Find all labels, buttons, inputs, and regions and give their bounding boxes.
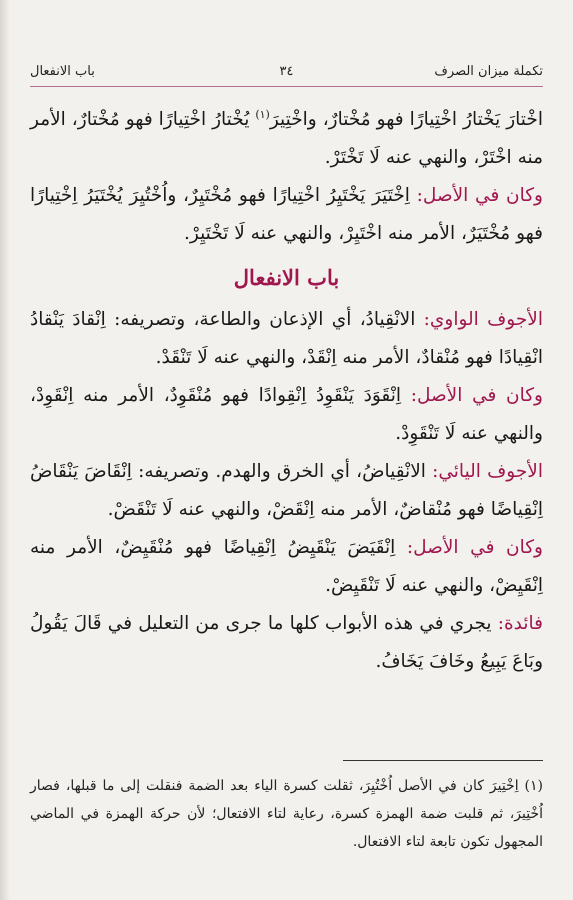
footnote-divider — [343, 760, 543, 761]
header-divider — [30, 86, 543, 87]
footnote — [30, 772, 543, 856]
footnote-text: (١) اِخْتِيرَ كان في الأصل اُخْتُيِرَ، ثقلت كسرة الياء بعد الضمة فنقلت إلى ما قبلها، فصار اُخْتِيرَ، ثم قلبت ضمة الهمزة كسرة، رعاية لتاء الافتعال؛ لأن حركة الهمزة في الماضي المجهول تكون تابعة لتاء الافتعال. — [30, 778, 543, 850]
section-text: اِنْقَوَدَ يَنْقَوِدُ اِنْقِوادًا فهو مُنْقَوِدٌ، الأمر منه اِنْقَوِدْ، والنهي عنه لَا تَنْقَوِدْ. — [30, 385, 543, 445]
note-label: فائدة: — [497, 613, 543, 635]
section-label: الأجوف الواوي: — [423, 309, 543, 331]
section-text: الانْقِياضُ، أي الخرق والهدم. وتصريفه: اِنْقَاضَ يَنْقَاضُ اِنْقِياضًا فهو مُنْقاضٌ، الأمر منه اِنْقَضْ، والنهي عنه لَا تَنْقَضْ. — [30, 461, 543, 521]
intro-line-1b: يُخْتارُ اخْتِيارًا فهو مُخْتارٌ، — [71, 109, 250, 131]
intro-line-1: اخْتارَ يَخْتارُ اخْتِيارًا فهو مُخْتارٌ، واخْتِيرَ — [269, 109, 543, 131]
section-label: وكان في الأصل: — [410, 385, 543, 407]
section-text: اِنْقَيَضَ يَنْقَيِضُ اِنْقِياضًا فهو مُنْقَيِضٌ، الأمر منه اِنْقَيِضْ، والنهي عنه لَا تَنْقَيِضْ. — [30, 537, 543, 597]
header-book-title: تكملة ميزان الصرف — [434, 64, 543, 79]
section-paragraph — [30, 529, 543, 605]
chapter-title: باب الانفعال — [233, 265, 340, 291]
section-label: وكان في الأصل: — [406, 537, 543, 559]
page-gutter-shadow — [0, 0, 10, 900]
section-label: الأجوف اليائي: — [432, 461, 543, 483]
note-paragraph — [30, 605, 543, 681]
original-label: وكان في الأصل: — [416, 185, 543, 207]
page-number: ٣٤ — [279, 64, 294, 79]
section-paragraph — [30, 377, 543, 453]
intro-paragraph — [30, 96, 543, 177]
running-header — [30, 64, 543, 84]
note-text: يجري في هذه الأبواب كلها ما جرى من التعليل في قَالَ يَقُولُ وبَاعَ يَبِيعُ وخَافَ يَخَافُ. — [30, 613, 543, 673]
main-text — [30, 96, 543, 681]
footnote-marker: (١) — [255, 108, 270, 121]
intro-line-2: الأمر منه اخْتَرْ، والنهي عنه لَا تَخْتَرْ. — [30, 109, 543, 169]
original-text: اِخْتَيَرَ يَخْتَيِرُ اخْتِيارًا فهو مُخْتَيِرٌ، واُخْتُيِرَ يُخْتَيَرُ اِخْتِيارًا فهو مُخْتَيَرٌ، الأمر منه اخْتَيِرْ، والنهي عنه لَا تَخْتَيِرْ. — [30, 185, 543, 245]
section-text: الانْقِيادُ، أي الإذعان والطاعة، وتصريفه: اِنْقادَ يَنْقادُ انْقِيادًا فهو مُنْقادٌ، الأمر منه اِنْقَدْ، والنهي عنه لَا تَنْقَدْ. — [30, 309, 543, 369]
section-paragraph — [30, 301, 543, 377]
header-chapter-title: باب الانفعال — [30, 64, 95, 79]
section-paragraph — [30, 453, 543, 529]
intro-original-paragraph — [30, 177, 543, 253]
